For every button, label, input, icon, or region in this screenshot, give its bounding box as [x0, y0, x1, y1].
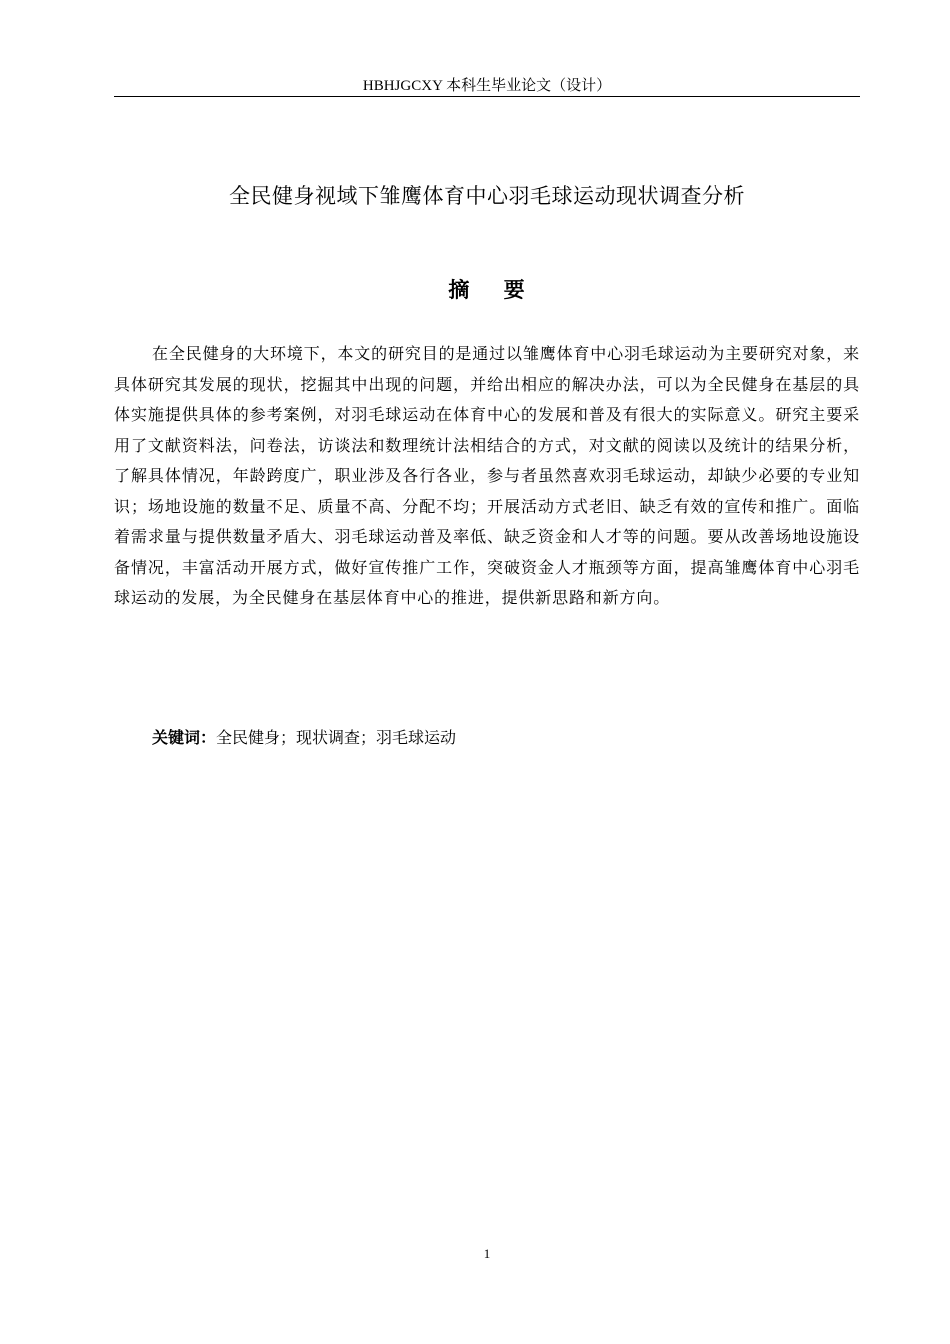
keywords-line	[152, 723, 852, 753]
abstract-heading: 摘 要	[448, 278, 526, 302]
abstract-body: 在全民健身的大环境下，本文的研究目的是通过以雏鹰体育中心羽毛球运动为主要研究对象，来具体研究其发展的现状，挖掘其中出现的问题，并给出相应的解决办法，可以为全民健身在基层的具体实施提供具体的参考案例，对羽毛球运动在体育中心的发展和普及有很大的实际意义。研究主要采用了文献资料法，问卷法，访谈法和数理统计法相结合的方式，对文献的阅读以及统计的结果分析，了解具体情况，年龄跨度广，职业涉及各行各业，参与者虽然喜欢羽毛球运动，却缺少必要的专业知识；场地设施的数量不足、质量不高、分配不均；开展活动方式老旧、缺乏有效的宣传和推广。面临着需求量与提供数量矛盾大、羽毛球运动普及率低、缺乏资金和人才等的问题。要从改善场地设施设备情况，丰富活动开展方式，做好宣传推广工作，突破资金人才瓶颈等方面，提高雏鹰体育中心羽毛球运动的发展，为全民健身在基层体育中心的推进，提供新思路和新方向。	[114, 344, 860, 607]
page-number: 1	[483, 1246, 491, 1261]
running-header: HBHJGCXY 本科生毕业论文（设计）	[362, 78, 612, 94]
keywords-label: 关键词：	[152, 728, 217, 747]
document-title: 全民健身视域下雏鹰体育中心羽毛球运动现状调查分析	[229, 184, 745, 208]
header-rule	[114, 96, 860, 97]
keywords-value: 全民健身；现状调查；羽毛球运动	[216, 728, 457, 747]
